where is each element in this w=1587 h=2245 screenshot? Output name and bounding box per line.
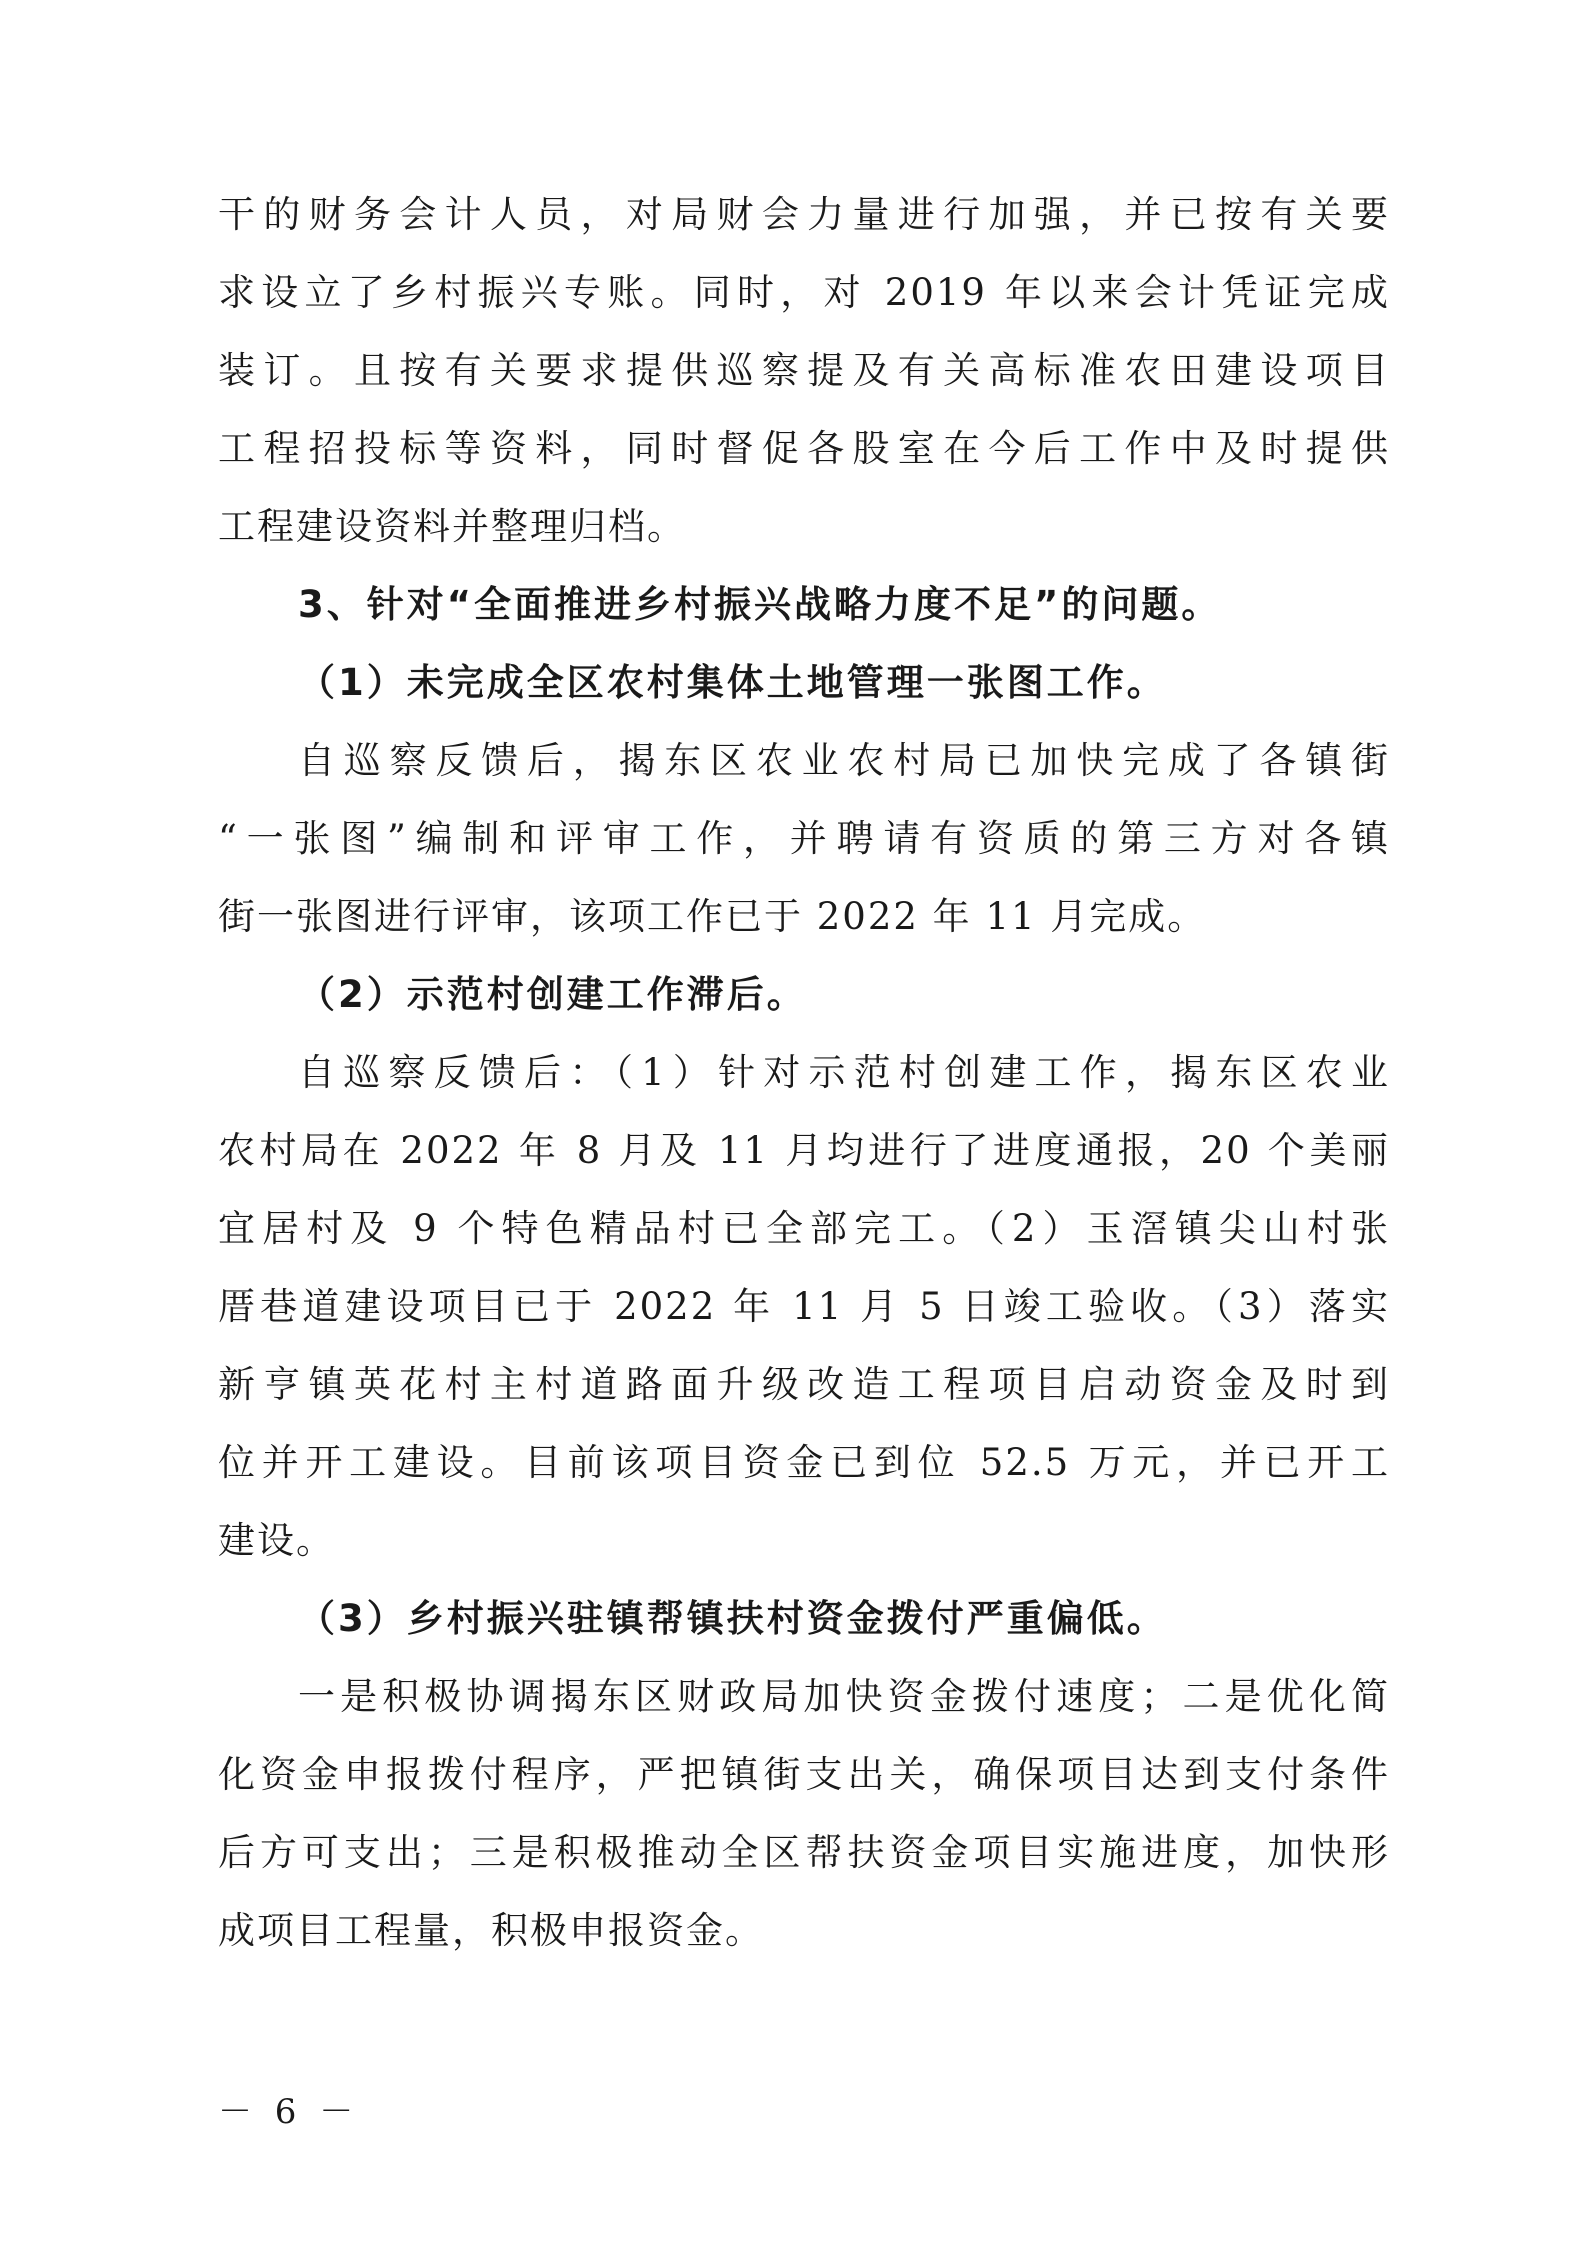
body-text-line: 街一张图进行评审，该项工作已于 2022 年 11 月完成。 <box>218 895 1207 938</box>
subsection-heading: （2）示范村创建工作滞后。 <box>298 973 807 1016</box>
body-text-line: 后方可支出；三是积极推动全区帮扶资金项目实施进度，加快形 <box>218 1831 1390 1874</box>
body-text-line: 宜居村及 9 个特色精品村已全部完工。（2）玉滘镇尖山村张 <box>218 1207 1390 1250</box>
body-text-line: 位并开工建设。目前该项目资金已到位 52.5 万元，并已开工 <box>218 1441 1390 1484</box>
body-text-line: 装订。且按有关要求提供巡察提及有关高标准农田建设项目 <box>218 349 1390 392</box>
body-text-line: 厝巷道建设项目已于 2022 年 11 月 5 日竣工验收。（3）落实 <box>218 1285 1390 1328</box>
body-text-line: 新亨镇英花村主村道路面升级改造工程项目启动资金及时到 <box>218 1363 1390 1406</box>
subsection-heading: （3）乡村振兴驻镇帮镇扶村资金拨付严重偏低。 <box>298 1597 1167 1640</box>
section-heading: 3、针对“全面推进乡村振兴战略力度不足”的问题。 <box>298 583 1222 626</box>
page-number: － 6 － <box>218 2092 360 2132</box>
body-text-line: 一是积极协调揭东区财政局加快资金拨付速度；二是优化简 <box>298 1675 1390 1718</box>
body-text-line: 自巡察反馈后：（1）针对示范村创建工作，揭东区农业 <box>298 1051 1390 1094</box>
body-text-line: 工程招投标等资料，同时督促各股室在今后工作中及时提供 <box>218 427 1390 470</box>
subsection-heading: （1）未完成全区农村集体土地管理一张图工作。 <box>298 661 1167 704</box>
body-text-line: 成项目工程量，积极申报资金。 <box>218 1909 764 1952</box>
body-text-line: 工程建设资料并整理归档。 <box>218 505 686 548</box>
body-text-line: 建设。 <box>218 1519 335 1562</box>
body-text-line: 化资金申报拨付程序，严把镇街支出关，确保项目达到支付条件 <box>218 1753 1390 1796</box>
body-text-line: 干的财务会计人员，对局财会力量进行加强，并已按有关要 <box>218 193 1390 236</box>
body-text-line: 农村局在 2022 年 8 月及 11 月均进行了进度通报，20 个美丽 <box>218 1129 1390 1172</box>
body-text-line: “一张图”编制和评审工作，并聘请有资质的第三方对各镇 <box>218 817 1390 860</box>
body-text-line: 求设立了乡村振兴专账。同时，对 2019 年以来会计凭证完成 <box>218 271 1390 314</box>
body-text-line: 自巡察反馈后，揭东区农业农村局已加快完成了各镇街 <box>298 739 1390 782</box>
